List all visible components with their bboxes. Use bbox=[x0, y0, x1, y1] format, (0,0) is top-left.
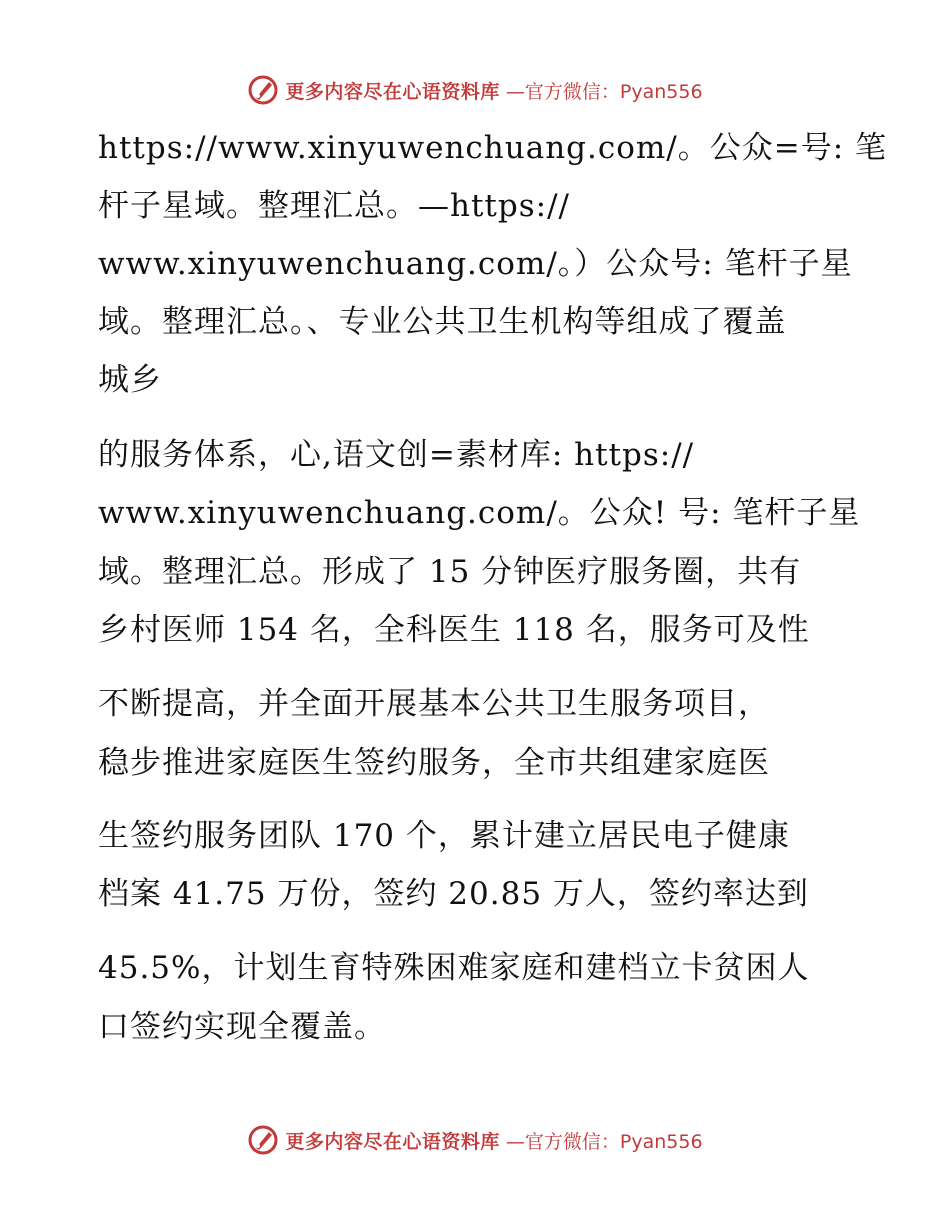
banner-wechat: —官方微信：Pyan556 bbox=[505, 1130, 703, 1153]
banner-title: 更多内容尽在心语资料库 bbox=[285, 1130, 500, 1153]
text-line: 稳步推进家庭医生签约服务，全市共组建家庭医 bbox=[98, 745, 770, 781]
text-line: 的服务体系，心,语文创=素材库: https:// bbox=[98, 437, 695, 473]
text-line: 不断提高，并全面开展基本公共卫生服务项目， bbox=[98, 686, 770, 722]
text-line: 生签约服务团队 170 个，累计建立居民电子健康 bbox=[98, 818, 790, 854]
banner-wechat: —官方微信：Pyan556 bbox=[505, 80, 703, 103]
text-line: 45.5%，计划生育特殊困难家庭和建档立卡贫困人 bbox=[98, 950, 810, 986]
banner-title: 更多内容尽在心语资料库 bbox=[285, 80, 500, 103]
text-line: 域。整理汇总。形成了 15 分钟医疗服务圈，共有 bbox=[98, 554, 802, 590]
text-line: www.xinyuwenchuang.com/。）公众号: 笔杆子星 bbox=[98, 246, 853, 282]
text-line: 域。整理汇总。、专业公共卫生机构等组成了覆盖 bbox=[98, 304, 787, 340]
text-line: www.xinyuwenchuang.com/。公众! 号: 笔杆子星 bbox=[98, 495, 861, 531]
quill-logo-icon bbox=[247, 1124, 279, 1156]
quill-logo-icon bbox=[247, 74, 279, 106]
text-line: 乡村医师 154 名，全科医生 118 名，服务可及性 bbox=[98, 612, 810, 648]
text-line: 档案 41.75 万份，签约 20.85 万人，签约率达到 bbox=[98, 876, 809, 912]
text-line: 城乡 bbox=[98, 362, 162, 398]
footer-banner bbox=[0, 1120, 950, 1160]
header-banner bbox=[0, 70, 950, 110]
text-line: 口签约实现全覆盖。 bbox=[98, 1009, 386, 1045]
text-line: https://www.xinyuwenchuang.com/。公众=号: 笔 bbox=[98, 130, 888, 166]
text-line: 杆子星域。整理汇总。—https:// bbox=[98, 188, 570, 224]
